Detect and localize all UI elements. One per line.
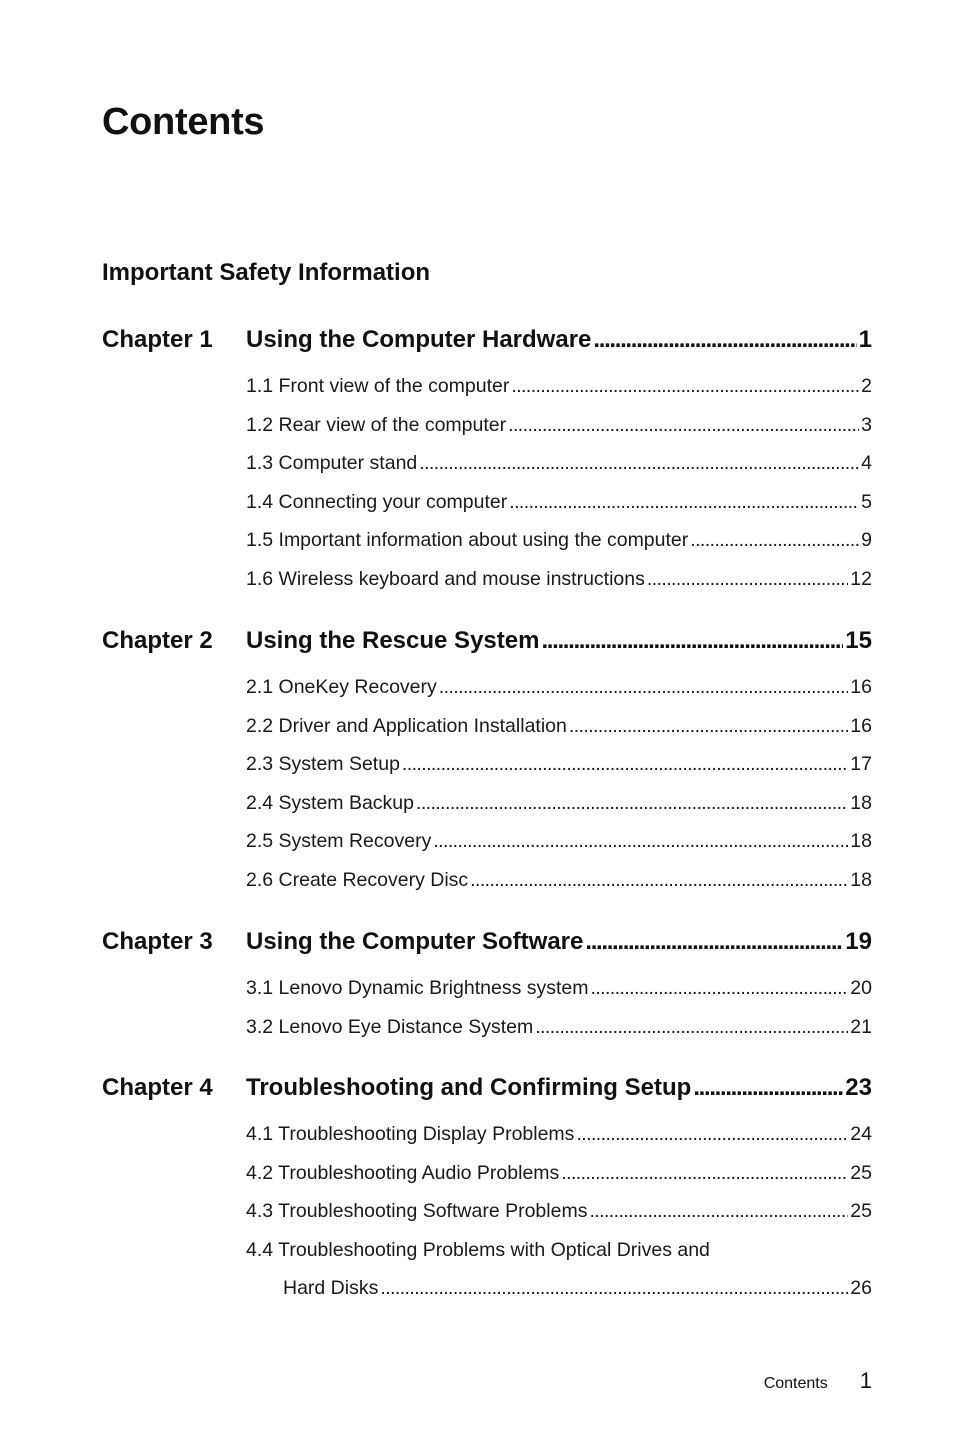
section-title: 2.2 Driver and Application Installation xyxy=(246,714,567,737)
toc-entry-1-6[interactable] xyxy=(246,560,872,599)
section-title: 3.1 Lenovo Dynamic Brightness system xyxy=(246,977,589,999)
section-title: 1.3 Computer stand xyxy=(246,452,418,474)
dot-leader xyxy=(589,1192,848,1231)
dot-leader xyxy=(419,444,859,483)
chapter-title: Using the Rescue System xyxy=(246,627,540,654)
chapter-4-block xyxy=(102,1074,872,1308)
section-page-number: 4 xyxy=(861,452,872,474)
dot-leader xyxy=(511,367,859,406)
chapter-1-block xyxy=(102,326,872,598)
chapter-4-entry[interactable] xyxy=(102,1074,872,1106)
dot-leader xyxy=(470,861,848,900)
section-title: 3.2 Lenovo Eye Distance System xyxy=(246,1015,534,1038)
chapter-2-entry[interactable] xyxy=(102,627,872,659)
toc-entry-1-4[interactable] xyxy=(246,483,872,522)
toc-entry-4-3[interactable] xyxy=(246,1192,872,1231)
section-title: 4.4 Troubleshooting Problems with Optical Drives and xyxy=(246,1238,710,1261)
section-title: 1.1 Front view of the computer xyxy=(246,375,510,397)
toc-entry-1-2[interactable] xyxy=(246,406,872,445)
footer-label: Contents xyxy=(763,1375,828,1392)
section-title: 2.4 System Backup xyxy=(246,791,414,814)
section-title: 4.2 Troubleshooting Audio Problems xyxy=(246,1161,560,1184)
dot-leader xyxy=(576,1115,848,1154)
section-page-number: 12 xyxy=(850,567,872,590)
dot-leader xyxy=(508,406,859,445)
toc-entry-2-2[interactable] xyxy=(246,707,872,746)
toc-entry-2-5[interactable] xyxy=(246,822,872,861)
section-page-number: 20 xyxy=(850,977,872,999)
toc-entry-4-4-continued[interactable] xyxy=(246,1269,872,1308)
chapter-title: Using the Computer Hardware xyxy=(246,326,592,353)
section-page-number: 3 xyxy=(861,413,872,436)
chapter-3-entry[interactable] xyxy=(102,928,872,960)
toc-entry-2-3[interactable] xyxy=(246,745,872,784)
toc-entry-2-6[interactable] xyxy=(246,861,872,900)
section-list xyxy=(246,367,872,598)
toc-entry-3-1[interactable] xyxy=(246,969,872,1008)
dot-leader xyxy=(439,668,849,707)
chapter-page-number: 1 xyxy=(858,326,872,353)
dot-leader xyxy=(693,1074,843,1102)
toc-entry-1-3[interactable] xyxy=(246,444,872,483)
toc-entry-1-5[interactable] xyxy=(246,521,872,560)
section-title: 1.5 Important information about using the computer xyxy=(246,529,689,551)
section-page-number: 21 xyxy=(850,1015,872,1038)
section-title: 2.5 System Recovery xyxy=(246,830,432,852)
chapter-1-entry[interactable] xyxy=(102,326,872,358)
chapter-page-number: 23 xyxy=(845,1074,872,1101)
chapter-label: Chapter 4 xyxy=(102,1074,213,1101)
dot-leader xyxy=(569,707,848,746)
toc-entry-4-4[interactable] xyxy=(246,1231,872,1270)
dot-leader xyxy=(380,1269,848,1308)
section-page-number: 25 xyxy=(850,1161,872,1184)
section-title: 4.1 Troubleshooting Display Problems xyxy=(246,1123,575,1145)
dot-leader xyxy=(509,483,859,522)
section-page-number: 5 xyxy=(861,490,872,513)
toc-entry-4-2[interactable] xyxy=(246,1154,872,1193)
section-page-number: 16 xyxy=(850,714,872,737)
dot-leader xyxy=(416,784,848,823)
section-title: 4.3 Troubleshooting Software Problems xyxy=(246,1200,588,1222)
section-title: 1.2 Rear view of the computer xyxy=(246,413,507,436)
dot-leader xyxy=(561,1154,848,1193)
dot-leader xyxy=(402,745,848,784)
toc-entry-2-1[interactable] xyxy=(246,668,872,707)
section-title: 2.1 OneKey Recovery xyxy=(246,676,437,698)
section-title: 2.6 Create Recovery Disc xyxy=(246,868,469,891)
section-list xyxy=(246,668,872,899)
chapter-page-number: 15 xyxy=(845,627,872,654)
toc-entry-2-4[interactable] xyxy=(246,784,872,823)
chapter-label: Chapter 2 xyxy=(102,627,213,654)
section-title: 1.4 Connecting your computer xyxy=(246,490,508,513)
chapter-title: Using the Computer Software xyxy=(246,928,584,955)
chapter-page-number: 19 xyxy=(845,928,872,955)
section-page-number: 9 xyxy=(861,529,872,551)
dot-leader xyxy=(535,1008,848,1047)
section-list xyxy=(246,1115,872,1308)
section-title: 2.3 System Setup xyxy=(246,753,400,775)
section-title: 1.6 Wireless keyboard and mouse instructions xyxy=(246,567,645,590)
footer-page-number: 1 xyxy=(859,1368,872,1393)
section-title-continued: Hard Disks xyxy=(283,1277,379,1299)
dot-leader xyxy=(591,969,849,1008)
section-page-number: 24 xyxy=(850,1123,872,1145)
page-footer xyxy=(764,1368,872,1394)
section-page-number: 18 xyxy=(850,830,872,852)
section-page-number: 17 xyxy=(850,753,872,775)
chapter-3-block xyxy=(102,928,872,1046)
section-page-number: 18 xyxy=(850,868,872,891)
section-page-number: 25 xyxy=(850,1200,872,1222)
toc-entry-1-1[interactable] xyxy=(246,367,872,406)
toc-entry-4-1[interactable] xyxy=(246,1115,872,1154)
chapter-label: Chapter 1 xyxy=(102,326,213,353)
chapter-title: Troubleshooting and Confirming Setup xyxy=(246,1074,692,1101)
dot-leader xyxy=(541,627,843,655)
toc-entry-safety[interactable]: Important Safety Information xyxy=(102,259,431,286)
dot-leader xyxy=(690,521,859,560)
section-list xyxy=(246,969,872,1046)
page-title: Contents xyxy=(102,101,265,143)
chapter-label: Chapter 3 xyxy=(102,928,213,955)
chapter-2-block xyxy=(102,627,872,899)
section-page-number: 16 xyxy=(850,676,872,698)
toc-entry-3-2[interactable] xyxy=(246,1008,872,1047)
dot-leader xyxy=(433,822,848,861)
section-page-number: 26 xyxy=(850,1277,872,1299)
section-page-number: 2 xyxy=(861,375,872,397)
section-page-number: 18 xyxy=(850,791,872,814)
dot-leader xyxy=(593,326,856,354)
dot-leader xyxy=(585,928,843,956)
dot-leader xyxy=(647,560,848,599)
